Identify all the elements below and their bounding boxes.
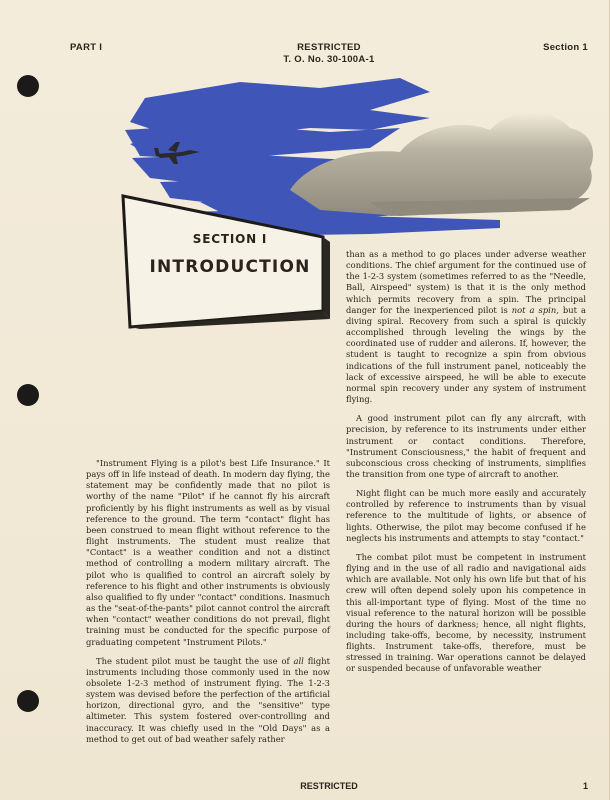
punch-hole-icon [17, 690, 39, 712]
section-label: SECTION I [192, 232, 268, 246]
punch-hole-icon [17, 75, 39, 97]
paragraph: than as a method to go places under adverse weather conditions. The chief argument for the continued use of the 1-2-3 system (sometimes referred to as the "Needle, Ball, Airspeed" system) is that it is the only method which permits recovery from a spin. The principal danger for the inexperienced pilot is not a spin, but a diving spiral. Recovery from such a spiral is quickly accomplished through leveling the wings by the coordinated use of rudder and ailerons. If, however, the student is taught to recognize a spin from obvious indications of the full instrument panel, noticeably the lack of excessive airspeed, he will be able to execute normal spin recovery under any system of instrument flying. [346, 249, 586, 405]
punch-hole-icon [17, 384, 39, 406]
header-center [70, 42, 588, 66]
header-section: Section 1 [543, 42, 588, 53]
paragraph: "Instrument Flying is a pilot's best Life Insurance." It pays off in life instead of death. In modern day flying, the statement may be confidently made that no pilot is worthy of the name "Pilot" if he cannot fly his aircraft proficiently by his flight instruments as well as by visual reference to the ground. The term "contact" flight has been construed to mean flight without reference to the flight instruments. The student must realize that "Contact" is a weather condition and not a distinct method of controlling a modern military aircraft. The pilot who is qualified to control an aircraft solely by reference to his flight and other instruments is obviously also qualified to fly under "contact" conditions. Inasmuch as the "seat-of-the-pants" pilot cannot control the aircraft when "contact" weather conditions do not prevail, flight training must be conducted for the specific purpose of graduating competent "Instrument Pilots." [86, 458, 330, 647]
section-banner [140, 232, 320, 277]
paragraph: Night flight can be much more easily and accurately controlled by reference to instruments than by visual reference to the multitude of lights, or absence of lights. Otherwise, the pilot may become confused if he neglects his instruments and attempts to stay "contact." [346, 488, 586, 543]
header-part: PART I [70, 42, 103, 53]
paragraph: The student pilot must be taught the use of all flight instruments including those commonly used in the now obsolete 1-2-3 method of instrument flying. The 1-2-3 system was devised before the perfection of the artificial horizon, directional gyro, and the "sensitive" type altimeter. This system fostered over-controlling and inaccuracy. It was chiefly used in the "Old Days" as a method to get out of bad weather safely rather [86, 655, 330, 744]
paragraph: The combat pilot must be competent in instrument flying and in the use of all radio and navigational aids which are available. Not only his own life but that of his crew will often depend solely upon his competence in this all-important type of flying. Most of the time no visual reference to the natural horizon will be possible during the hours of darkness; hence, all night flights, including take-offs, become, by necessity, instrument flights. Instrument take-offs, therefore, must be stressed in training. War operations cannot be delayed or suspended because of unfavorable weather [346, 551, 586, 674]
left-column [86, 458, 330, 753]
header-classification: RESTRICTED [297, 42, 361, 53]
footer-classification: RESTRICTED [300, 781, 358, 791]
page-header [70, 42, 588, 72]
section-title: INTRODUCTION [149, 257, 311, 277]
header-to-number: T. O. No. 30-100A-1 [283, 54, 375, 65]
paragraph: A good instrument pilot can fly any aircraft, with precision, by reference to its instruments under either instrument or contact conditions. Therefore, "Instrument Consciousness," the habit of frequent and subconscious cross checking of instruments, simplifies the transition from one type of aircraft to another. [346, 413, 586, 479]
right-column [346, 249, 586, 683]
page-number: 1 [582, 781, 588, 791]
